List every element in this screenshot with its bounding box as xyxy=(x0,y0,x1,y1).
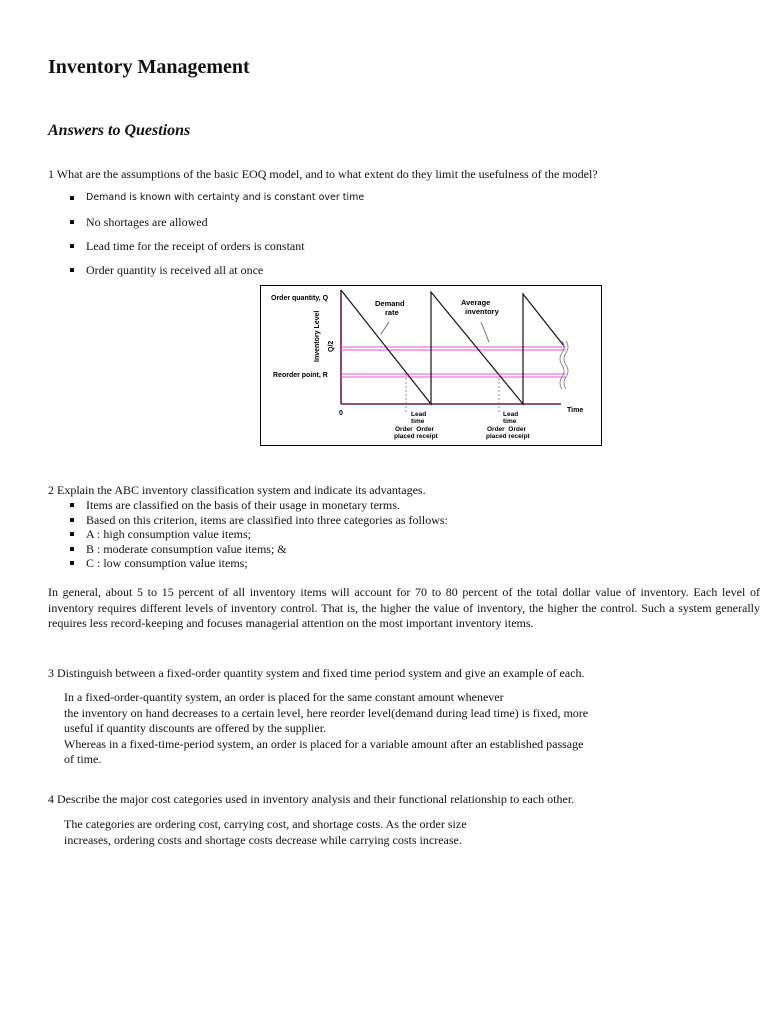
q2-bullet-list xyxy=(70,498,448,571)
q3-line-2: the inventory on hand decreases to a certain level, here reorder level(demand during lead time) is fixed, more xyxy=(64,705,589,720)
label-lead-2: Lead xyxy=(503,411,519,418)
label-placed-receipt-2: placed receipt xyxy=(486,433,530,440)
break-mark-2 xyxy=(564,341,568,389)
average-pointer xyxy=(481,322,489,342)
question-4: 4 Describe the major cost categories used in inventory analysis and their functional relationship to each other. xyxy=(48,792,575,806)
q1-bullet-1: Demand is known with certainty and is constant over time xyxy=(70,190,364,214)
q3-line-4: Whereas in a fixed-time-period system, an order is placed for a variable amount after an established passage xyxy=(64,736,584,751)
label-rate: rate xyxy=(385,308,399,317)
label-time: Time xyxy=(567,407,584,414)
eoq-inventory-diagram xyxy=(260,285,602,446)
q4-answer xyxy=(64,817,467,848)
q3-answer xyxy=(64,690,588,768)
label-order-quantity: Order quantity, Q xyxy=(271,295,329,302)
question-1: 1 What are the assumptions of the basic EOQ model, and to what extent do they limit the usefulness of the model? xyxy=(48,167,598,181)
label-zero: 0 xyxy=(339,410,343,417)
q1-bullet-3: Lead time for the receipt of orders is constant xyxy=(70,238,364,262)
q2-bullet-1: Items are classified on the basis of their usage in monetary terms. xyxy=(70,498,448,513)
label-placed-receipt-1: placed receipt xyxy=(394,433,438,440)
page-title: Inventory Management xyxy=(48,56,250,78)
label-q-half: Q/2 xyxy=(328,340,335,352)
label-time-2: time xyxy=(503,418,517,425)
question-2: 2 Explain the ABC inventory classification system and indicate its advantages. xyxy=(48,483,426,497)
question-3: 3 Distinguish between a fixed-order quantity system and fixed time period system and give an example of each. xyxy=(48,666,585,680)
label-order-order-1: Order Order xyxy=(395,426,435,433)
break-mark xyxy=(560,341,564,389)
label-lead-1: Lead xyxy=(411,411,427,418)
q2-paragraph: In general, about 5 to 15 percent of all inventory items will account for 70 to 80 percent of the total dollar value of inventory. Each level of inventory requires different levels of inventory control. That is, the higher the value of inventory, the higher the control. Such a system generally requires less record-keeping and focuses managerial attention on the most important inventory items. xyxy=(48,585,760,630)
demand-pointer xyxy=(381,322,389,334)
q1-bullet-2: No shortages are allowed xyxy=(70,214,364,238)
q3-line-5: of time. xyxy=(64,752,102,766)
q2-bullet-4: B : moderate consumption value items; & xyxy=(70,542,448,557)
label-order-order-2: Order Order xyxy=(487,426,527,433)
q2-bullet-2: Based on this criterion, items are classified into three categories as follows: xyxy=(70,513,448,528)
q4-line-1: The categories are ordering cost, carrying cost, and shortage costs. As the order size xyxy=(64,817,467,831)
q3-line-3: useful if quantity discounts are offered by the supplier. xyxy=(64,721,327,735)
q4-line-2: increases, ordering costs and shortage costs decrease while carrying costs increase. xyxy=(64,832,462,847)
q2-bullet-3: A : high consumption value items; xyxy=(70,527,448,542)
q1-bullet-4: Order quantity is received all at once xyxy=(70,262,364,286)
label-time-1: time xyxy=(411,418,425,425)
q3-line-1: In a fixed-order-quantity system, an order is placed for the same constant amount whenever xyxy=(64,690,504,704)
label-inventory-level: Inventory Level xyxy=(314,310,321,362)
label-average: Average xyxy=(461,298,491,307)
label-demand: Demand xyxy=(375,299,405,308)
section-subtitle: Answers to Questions xyxy=(48,122,191,139)
label-reorder-point: Reorder point, R xyxy=(273,372,328,379)
q1-bullet-list xyxy=(70,190,364,286)
label-inventory: inventory xyxy=(465,307,499,316)
q2-bullet-5: C : low consumption value items; xyxy=(70,556,448,571)
